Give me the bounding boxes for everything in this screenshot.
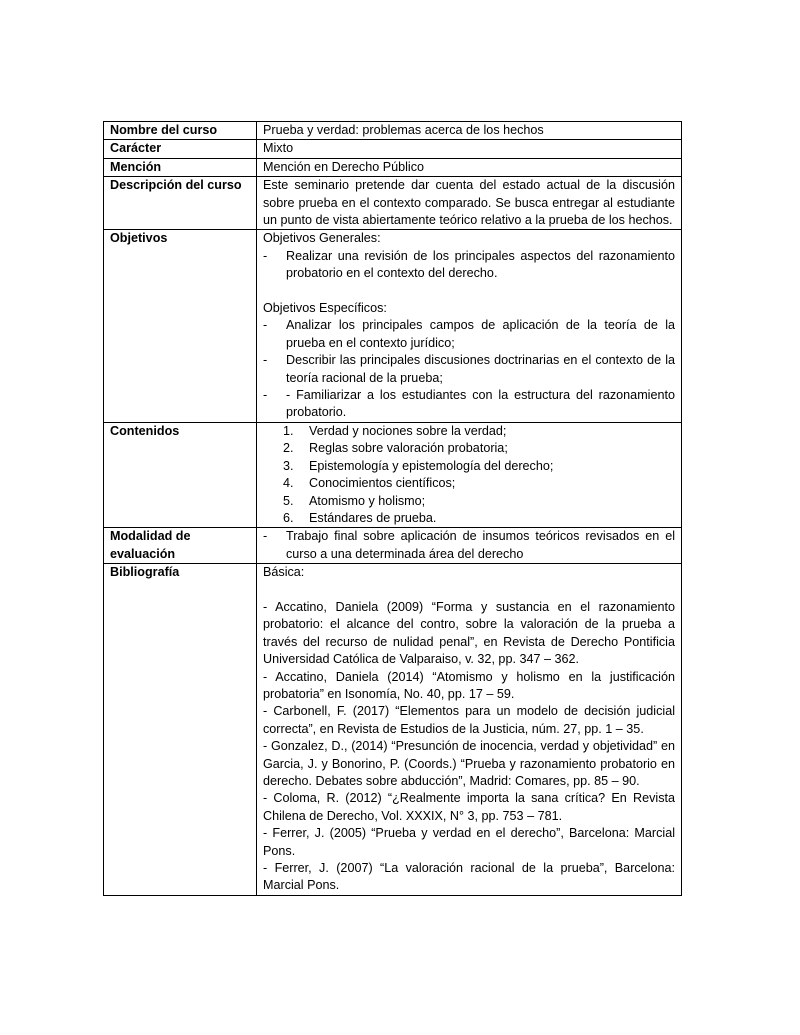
objetivo-especifico-text: Describir las principales discusiones doctrinarias en el contexto de la teoría racional de la prueba; (286, 353, 675, 385)
bibliography-entry: - Ferrer, J. (2005) “Prueba y verdad en el derecho”, Barcelona: Marcial Pons. (263, 826, 675, 858)
label-objetivos: Objetivos (104, 230, 257, 422)
bullet-dash: - (263, 248, 268, 263)
label-nombre: Nombre del curso (104, 122, 257, 140)
label-bibliografia: Bibliografía (104, 564, 257, 896)
contenido-text: Estándares de prueba. (309, 510, 437, 525)
contenido-item (263, 510, 675, 527)
objetivos-especificos-heading: Objetivos Específicos: (263, 301, 387, 316)
objetivo-especifico-item (263, 352, 675, 387)
bibliografia-heading: Básica: (263, 565, 305, 580)
value-objetivos (257, 230, 682, 422)
label-modalidad: Modalidad de evaluación (104, 528, 257, 564)
contenido-text: Verdad y nociones sobre la verdad; (309, 423, 507, 438)
course-syllabus-table (103, 121, 682, 896)
bullet-dash: - (263, 353, 268, 368)
value-caracter: Mixto (257, 140, 682, 158)
objetivos-generales-heading: Objetivos Generales: (263, 231, 381, 246)
row-caracter (104, 140, 682, 158)
label-caracter: Carácter (104, 140, 257, 158)
contenido-text: Conocimientos científicos; (309, 476, 456, 491)
bibliography-entry: - Coloma, R. (2012) “¿Realmente importa la sana crítica? En Revista Chilena de Derecho, Vol. XXXIX, N° 3, pp. 753 – 781. (263, 791, 675, 823)
contenido-number: 1. (283, 423, 294, 438)
bibliography-entry: - Ferrer, J. (2007) “La valoración racional de la prueba”, Barcelona: Marcial Pons. (263, 861, 675, 893)
contenido-text: Epistemología y epistemología del derecho; (309, 458, 554, 473)
objetivo-especifico-item (263, 387, 675, 422)
row-bibliografia (104, 564, 682, 896)
modalidad-text: Trabajo final sobre aplicación de insumos teóricos revisados en el curso a una determinada área del derecho (286, 529, 675, 561)
value-nombre: Prueba y verdad: problemas acerca de los hechos (257, 122, 682, 140)
row-objetivos (104, 230, 682, 422)
contenido-text: Atomismo y holismo; (309, 493, 426, 508)
contenido-text: Reglas sobre valoración probatoria; (309, 441, 508, 456)
bibliography-entry: - Accatino, Daniela (2009) “Forma y sustancia en el razonamiento probatorio: el alcance del contro, sobre la valoración de la prueba a través del recurso de nulidad penal”, en Revista de Derecho Pontificia Universidad Católica de Valparaiso, v. 32, pp. 347 – 362. (263, 599, 675, 667)
contenido-item (263, 493, 675, 510)
value-bibliografia (257, 564, 682, 896)
row-descripcion (104, 177, 682, 230)
bibliography-entry: - Carbonell, F. (2017) “Elementos para un modelo de decisión judicial correcta”, en Revista de Estudios de la Justicia, núm. 27, pp. 1 – 35. (263, 704, 675, 736)
row-modalidad (104, 528, 682, 564)
contenido-item (263, 458, 675, 475)
value-contenidos (257, 422, 682, 527)
row-mencion (104, 158, 682, 176)
objetivo-especifico-item (263, 317, 675, 352)
value-modalidad (257, 528, 682, 564)
bullet-dash: - (263, 388, 268, 403)
bibliography-entry: - Accatino, Daniela (2014) “Atomismo y holismo en la justificación probatoria” en Isonomía, No. 40, pp. 17 – 59. (263, 669, 675, 701)
contenido-item (263, 440, 675, 457)
contenido-number: 5. (283, 493, 294, 508)
contenido-item (263, 475, 675, 492)
contenido-number: 2. (283, 441, 294, 456)
row-nombre (104, 122, 682, 140)
bullet-dash: - (263, 529, 268, 544)
contenido-number: 6. (283, 510, 294, 525)
objetivo-general-item (263, 248, 675, 283)
label-descripcion: Descripción del curso (104, 177, 257, 230)
value-mencion: Mención en Derecho Público (257, 158, 682, 176)
objetivo-especifico-text: - Familiarizar a los estudiantes con la estructura del razonamiento probatorio. (286, 388, 675, 420)
objetivo-general-text: Realizar una revisión de los principales aspectos del razonamiento probatorio en el contexto del derecho. (286, 248, 675, 281)
value-descripcion: Este seminario pretende dar cuenta del estado actual de la discusión sobre prueba en el contexto comparado. Se busca entregar al estudiante un punto de vista abiertamente teórico relativo a la prueba de los hechos. (257, 177, 682, 230)
label-contenidos: Contenidos (104, 422, 257, 527)
row-contenidos (104, 422, 682, 527)
contenido-number: 3. (283, 458, 294, 473)
contenido-item (263, 423, 675, 440)
modalidad-item (263, 528, 675, 563)
objetivo-especifico-text: Analizar los principales campos de aplicación de la teoría de la prueba en el contexto jurídico; (286, 318, 675, 350)
contenido-number: 4. (283, 476, 294, 491)
bibliography-entry: - Gonzalez, D., (2014) “Presunción de inocencia, verdad y objetividad” en Garcia, J. y Bonorino, P. (Coords.) “Prueba y razonamiento probatorio en derecho. Debates sobre abducción”, Madrid: Comares, pp. 85 – 90. (263, 739, 675, 788)
label-mencion: Mención (104, 158, 257, 176)
bullet-dash: - (263, 318, 268, 333)
